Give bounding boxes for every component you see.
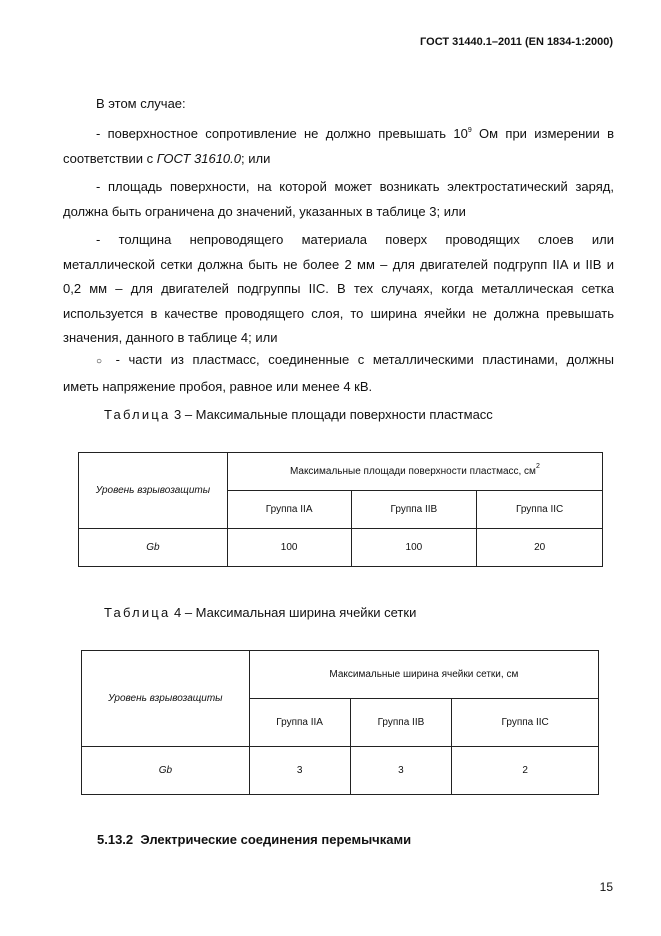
table3-caption [104, 407, 493, 422]
item1-line1 [63, 122, 614, 147]
table3-caption-word: Таблица [104, 407, 171, 422]
table4-caption-word: Таблица [104, 605, 171, 620]
section-heading [97, 832, 411, 847]
intro-line: В этом случае: [96, 96, 186, 111]
table3-caption-text: 3 – Максимальные площади поверхности пластмасс [170, 407, 493, 422]
circle-bullet-icon: ○ [96, 356, 107, 367]
item2-line2: должна быть ограничена до значений, указанных в таблице 3; или [63, 203, 466, 219]
item3-line1: - толщина непроводящего материала поверх проводящих слоев или [96, 232, 614, 247]
table4-value-iic: 2 [452, 747, 599, 795]
item-surface-resistance [63, 122, 614, 171]
standard-reference: ГОСТ 31610.0 [156, 150, 242, 166]
table4-value-iib: 3 [350, 747, 452, 795]
table4-value-iia: 3 [249, 747, 350, 795]
table3-value-iib: 100 [351, 529, 477, 567]
section-title: Электрические соединения перемычками [140, 832, 412, 847]
table4-level-header: Уровень взрывозащиты [82, 651, 250, 747]
item1-superscript: 9 [467, 127, 472, 134]
table3 [78, 452, 603, 567]
table3-group-header-text: Максимальные площади поверхности пластмасс, см [289, 466, 536, 477]
table3-col-iic: Группа IIC [477, 491, 603, 529]
item1-text-c: соответствии с [63, 150, 157, 166]
item-surface-area [63, 175, 614, 224]
item1-text-d: ; или [241, 150, 271, 166]
table4-col-iib: Группа IIB [350, 699, 452, 747]
table4 [81, 650, 599, 795]
table3-row-level: Gb [79, 529, 228, 567]
table3-col-iib: Группа IIB [351, 491, 477, 529]
item4-line2: иметь напряжение пробоя, равное или менее 4 кВ. [63, 378, 373, 394]
table3-group-header [227, 453, 602, 491]
item1-text-b: Ом при измерении в [471, 126, 614, 141]
item4-line1 [63, 348, 614, 375]
item3-line3: 0,2 мм – для двигателей подгруппы IIC. В тех случаях, когда металлическая сетка [63, 281, 614, 296]
table3-unit-superscript: 2 [535, 463, 540, 470]
document-header: ГОСТ 31440.1–2011 (EN 1834-1:2000) [420, 36, 613, 48]
item2-line1: - площадь поверхности, на которой может возникать электростатический заряд, [96, 179, 614, 194]
table4-caption [104, 605, 416, 620]
item-breakdown-voltage [63, 348, 614, 399]
section-number: 5.13.2 [97, 832, 134, 847]
table4-col-iia: Группа IIA [249, 699, 350, 747]
table4-row-level: Gb [82, 747, 250, 795]
item3-line4: используется в качестве проводящего слоя, то ширина ячейки не должна превышать [63, 305, 614, 321]
table4-group-header: Максимальные ширина ячейки сетки, см [249, 651, 598, 699]
item4-text-a: - части из пластмасс, соединенные с металлическими пластинами, должны [107, 352, 614, 367]
table3-col-iia: Группа IIA [227, 491, 351, 529]
item1-text-a: - поверхностное сопротивление не должно превышать 10 [96, 126, 468, 141]
table4-caption-text: 4 – Максимальная ширина ячейки сетки [170, 605, 417, 620]
page-number: 15 [599, 880, 613, 894]
intro-text [63, 92, 614, 117]
table3-value-iic: 20 [477, 529, 603, 567]
item3-line2: металлической сетки должна быть не более 2 мм – для двигателей подгрупп IIA и IIB и [63, 256, 614, 272]
item-thickness [63, 228, 614, 351]
table4-col-iic: Группа IIC [452, 699, 599, 747]
item3-line5: значения, данного в таблице 4; или [63, 330, 278, 345]
item1-line2 [63, 147, 614, 172]
table3-value-iia: 100 [227, 529, 351, 567]
table3-level-header: Уровень взрывозащиты [79, 453, 228, 529]
